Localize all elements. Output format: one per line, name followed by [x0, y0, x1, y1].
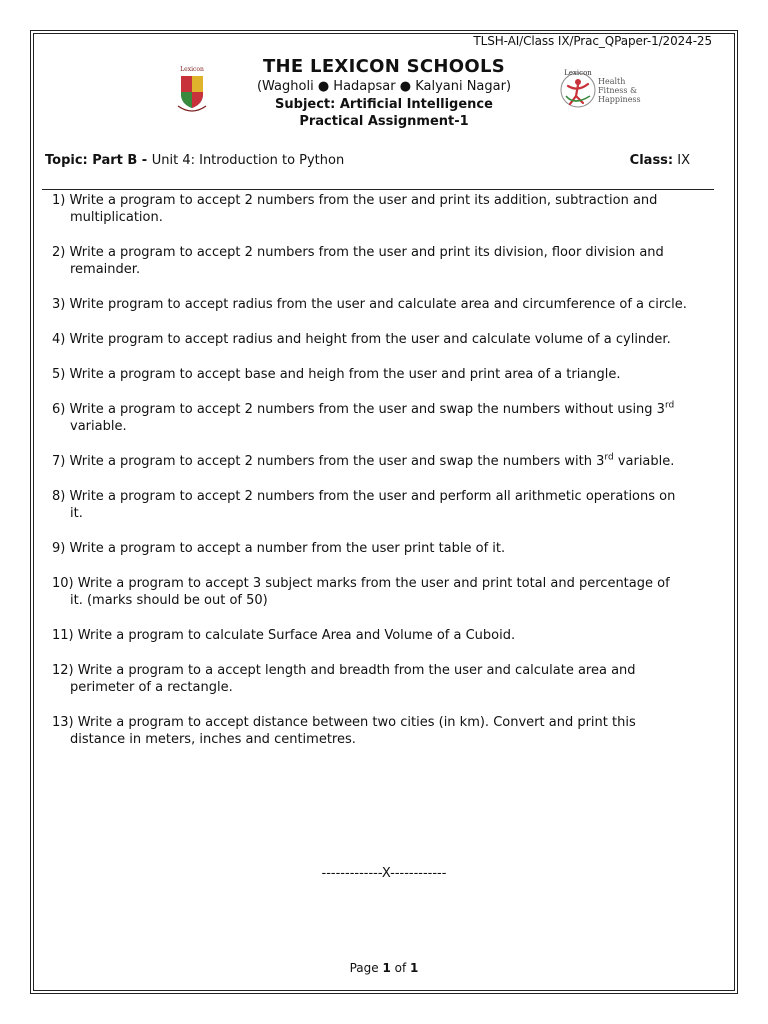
question-number: 3): [52, 297, 66, 312]
question-text-continued: perimeter of a rectangle.: [70, 680, 233, 695]
health-logo-brand: Lexicon: [564, 69, 592, 77]
question-text-continued: it.: [70, 506, 83, 521]
question-item: [52, 453, 712, 470]
question-text-continued: variable.: [70, 419, 127, 434]
health-logo-line-2: Fitness &: [598, 86, 638, 95]
question-text: Write a program to accept 2 numbers from the user and swap the numbers without using 3: [69, 402, 665, 417]
question-number: 2): [52, 245, 66, 260]
health-logo-line-1: Health: [598, 77, 626, 86]
question-text: Write a program to accept distance between two cities (in km). Convert and print this: [77, 715, 636, 730]
school-name: THE LEXICON SCHOOLS: [262, 56, 506, 77]
question-item: [52, 366, 712, 383]
topic-line: [45, 153, 690, 168]
question-number: 5): [52, 367, 66, 382]
question-number: 8): [52, 489, 66, 504]
question-number: 9): [52, 541, 66, 556]
question-text: Write a program to accept a number from the user print table of it.: [69, 541, 506, 556]
question-text: Write a program to a accept length and breadth from the user and calculate area and: [77, 663, 636, 678]
current-page: 1: [382, 961, 391, 975]
class-info: [630, 153, 690, 168]
question-text-continued: remainder.: [70, 262, 141, 277]
question-text: Write a program to accept 2 numbers from the user and print its addition, subtraction and: [69, 193, 658, 208]
assignment-title: Practical Assignment-1: [299, 114, 469, 129]
total-pages: 1: [410, 961, 419, 975]
question-text: Write a program to accept 2 numbers from the user and swap the numbers with 3: [69, 454, 605, 469]
question-number: 6): [52, 402, 66, 417]
of-word: of: [390, 961, 411, 975]
health-logo-line-3: Happiness: [598, 95, 641, 104]
question-number: 13): [52, 715, 74, 730]
question-text: Write program to accept radius from the user and calculate area and circumference of a circle.: [69, 297, 687, 312]
topic-value: Unit 4: Introduction to Python: [151, 153, 345, 168]
question-text-tail: variable.: [613, 454, 675, 469]
ordinal-suffix: rd: [604, 452, 614, 463]
question-number: 1): [52, 193, 66, 208]
question-text-continued: it. (marks should be out of 50): [70, 593, 268, 608]
question-text: Write a program to accept 2 numbers from the user and print its division, floor division and: [69, 245, 664, 260]
document-reference-code: TLSH-AI/Class IX/Prac_QPaper-1/2024-25: [473, 34, 712, 48]
question-item: [52, 662, 712, 696]
question-item: [52, 192, 712, 226]
header-divider: [42, 189, 714, 190]
question-item: [52, 244, 712, 278]
question-text: Write a program to calculate Surface Area and Volume of a Cuboid.: [77, 628, 516, 643]
subject-line: Subject: Artificial Intelligence: [275, 97, 493, 112]
question-item: [52, 488, 712, 522]
topic-label: Topic: Part B -: [45, 153, 152, 168]
question-item: [52, 714, 712, 748]
crest-logo-text: Lexicon: [180, 66, 204, 73]
question-item: [52, 627, 712, 644]
question-number: 12): [52, 663, 74, 678]
question-item: [52, 401, 712, 435]
page-word: Page: [349, 961, 383, 975]
question-text-continued: multiplication.: [70, 210, 163, 225]
school-locations: (Wagholi ● Hadapsar ● Kalyani Nagar): [256, 79, 512, 94]
page-number-footer: [0, 961, 768, 975]
class-label: Class:: [629, 153, 674, 168]
question-text-continued: distance in meters, inches and centimetres.: [70, 732, 356, 747]
ordinal-suffix: rd: [664, 400, 675, 411]
question-text: Write a program to accept 2 numbers from the user and perform all arithmetic operations on: [69, 489, 676, 504]
question-item: [52, 296, 712, 313]
topic: [45, 153, 344, 168]
question-number: 4): [52, 332, 66, 347]
question-list: [52, 192, 712, 766]
question-item: [52, 575, 712, 609]
question-text: Write a program to accept 3 subject marks from the user and print total and percentage of: [77, 576, 670, 591]
end-of-paper-mark: -------------X------------: [321, 866, 447, 881]
question-text: Write program to accept radius and height from the user and calculate volume of a cylinder.: [69, 332, 671, 347]
question-text: Write a program to accept base and heigh from the user and print area of a triangle.: [69, 367, 621, 382]
class-value: IX: [673, 153, 690, 168]
health-fitness-logo: [556, 66, 656, 112]
question-number: 10): [52, 576, 74, 591]
question-number: 11): [52, 628, 74, 643]
question-number: 7): [52, 454, 66, 469]
question-item: [52, 331, 712, 348]
question-item: [52, 540, 712, 557]
